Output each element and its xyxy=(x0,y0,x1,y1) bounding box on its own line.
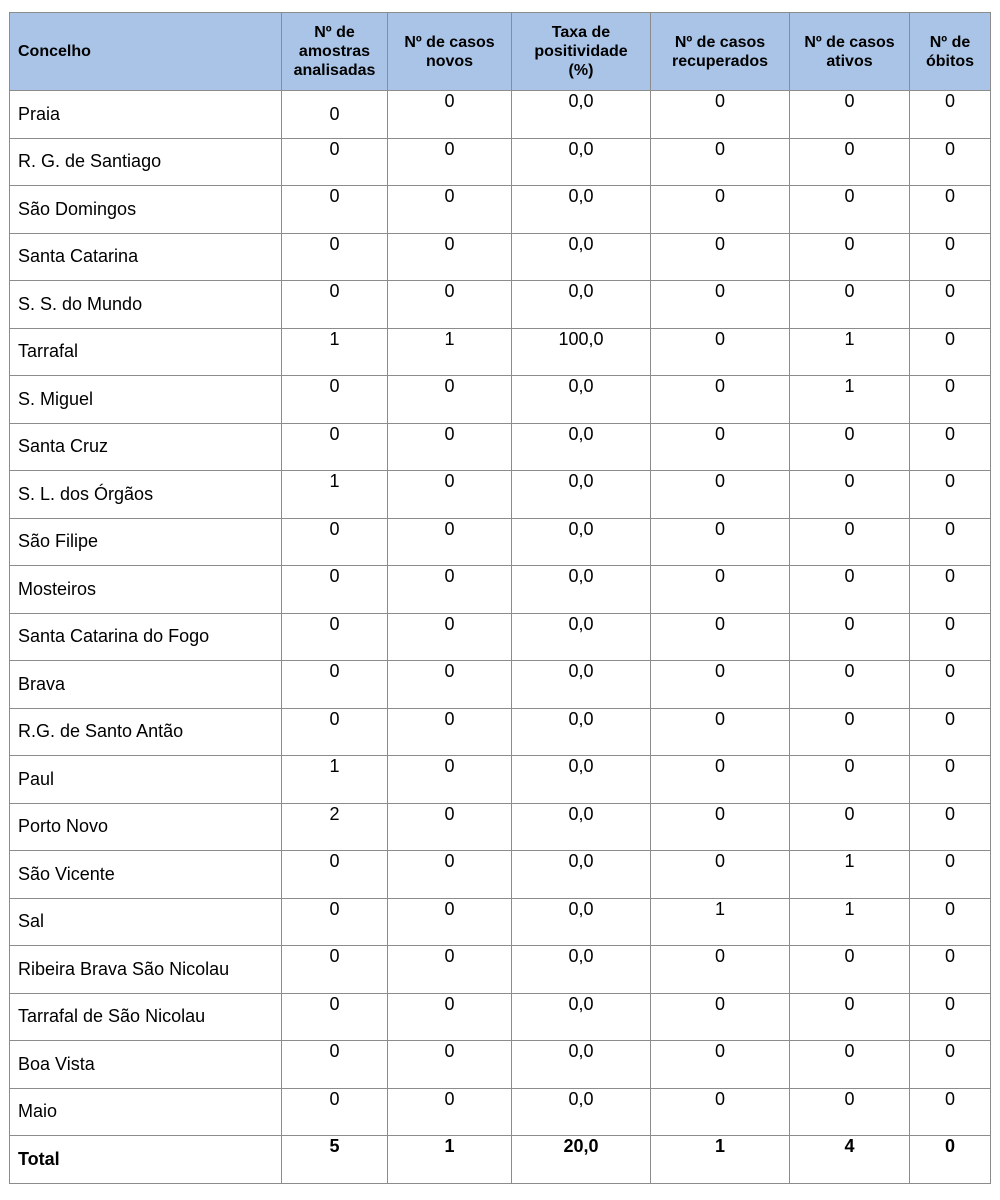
amostras-cell: 0 xyxy=(282,91,388,139)
ativos-cell: 0 xyxy=(790,756,910,804)
amostras-cell: 0 xyxy=(282,1041,388,1089)
obitos-cell: 0 xyxy=(910,613,991,661)
novos-cell: 0 xyxy=(388,803,512,851)
taxa-cell: 0,0 xyxy=(512,376,651,424)
taxa-cell: 0,0 xyxy=(512,281,651,329)
col-recuperados-header xyxy=(651,13,790,91)
header-label-line: amostras xyxy=(298,43,371,60)
obitos-cell: 0 xyxy=(910,281,991,329)
header-label-line: Nº de casos xyxy=(674,33,766,51)
novos-cell: 0 xyxy=(388,233,512,281)
obitos-cell: 0 xyxy=(910,471,991,519)
ativos-cell: 0 xyxy=(790,281,910,329)
col-obitos-header xyxy=(910,13,991,91)
amostras-cell: 1 xyxy=(282,328,388,376)
header-label-line: Taxa de xyxy=(551,24,611,41)
amostras-cell: 0 xyxy=(282,281,388,329)
ativos-cell: 0 xyxy=(790,423,910,471)
ativos-cell: 1 xyxy=(790,898,910,946)
concelho-cell: Santa Catarina do Fogo xyxy=(10,613,282,661)
header-label-line: positividade xyxy=(534,43,628,60)
obitos-cell: 0 xyxy=(910,851,991,899)
table-row xyxy=(10,233,991,281)
recuperados-cell: 0 xyxy=(651,138,790,186)
recuperados-cell: 0 xyxy=(651,376,790,424)
amostras-cell: 0 xyxy=(282,566,388,614)
novos-cell: 1 xyxy=(388,328,512,376)
concelho-cell: São Filipe xyxy=(10,518,282,566)
ativos-cell: 0 xyxy=(790,1041,910,1089)
recuperados-cell: 0 xyxy=(651,993,790,1041)
col-ativos-header xyxy=(790,13,910,91)
novos-cell: 0 xyxy=(388,423,512,471)
amostras-cell: 0 xyxy=(282,946,388,994)
obitos-cell: 0 xyxy=(910,376,991,424)
table-row xyxy=(10,186,991,234)
novos-cell: 0 xyxy=(388,708,512,756)
ativos-cell: 0 xyxy=(790,1088,910,1136)
table-row xyxy=(10,993,991,1041)
obitos-cell: 0 xyxy=(910,233,991,281)
header-label-line: Nº de xyxy=(929,33,971,51)
concelho-cell: S. S. do Mundo xyxy=(10,281,282,329)
total-concelho-cell: Total xyxy=(10,1136,282,1184)
novos-cell: 0 xyxy=(388,281,512,329)
col-amostras-header xyxy=(282,13,388,91)
obitos-cell: 0 xyxy=(910,803,991,851)
concelho-cell: Porto Novo xyxy=(10,803,282,851)
header-label-line: analisadas xyxy=(293,62,376,79)
recuperados-cell: 0 xyxy=(651,613,790,661)
table-row xyxy=(10,756,991,804)
obitos-cell: 0 xyxy=(910,328,991,376)
recuperados-cell: 0 xyxy=(651,566,790,614)
novos-cell: 0 xyxy=(388,898,512,946)
table-row xyxy=(10,138,991,186)
amostras-cell: 0 xyxy=(282,708,388,756)
concelho-cell: Brava xyxy=(10,661,282,709)
concelho-cell: R.G. de Santo Antão xyxy=(10,708,282,756)
ativos-cell: 0 xyxy=(790,186,910,234)
concelho-cell: Mosteiros xyxy=(10,566,282,614)
concelho-cell: Praia xyxy=(10,91,282,139)
obitos-cell: 0 xyxy=(910,1088,991,1136)
header-label-line: (%) xyxy=(568,62,594,79)
obitos-cell: 0 xyxy=(910,138,991,186)
recuperados-cell: 0 xyxy=(651,328,790,376)
concelho-cell: Paul xyxy=(10,756,282,804)
total-row xyxy=(10,1136,991,1184)
obitos-cell: 0 xyxy=(910,756,991,804)
amostras-cell: 0 xyxy=(282,993,388,1041)
taxa-cell: 0,0 xyxy=(512,898,651,946)
ativos-cell: 0 xyxy=(790,91,910,139)
header-label-line: Nº de casos xyxy=(804,33,895,51)
concelho-cell: Tarrafal de São Nicolau xyxy=(10,993,282,1041)
taxa-cell: 0,0 xyxy=(512,613,651,661)
obitos-cell: 0 xyxy=(910,186,991,234)
amostras-cell: 0 xyxy=(282,186,388,234)
ativos-cell: 0 xyxy=(790,661,910,709)
table-row xyxy=(10,566,991,614)
col-taxa-header xyxy=(512,13,651,91)
amostras-cell: 0 xyxy=(282,423,388,471)
recuperados-cell: 0 xyxy=(651,186,790,234)
total-novos-cell: 1 xyxy=(388,1136,512,1184)
amostras-cell: 0 xyxy=(282,898,388,946)
concelho-cell: Boa Vista xyxy=(10,1041,282,1089)
obitos-cell: 0 xyxy=(910,946,991,994)
taxa-cell: 0,0 xyxy=(512,993,651,1041)
header-label-line: novos xyxy=(425,52,474,70)
ativos-cell: 0 xyxy=(790,613,910,661)
ativos-cell: 0 xyxy=(790,518,910,566)
novos-cell: 0 xyxy=(388,756,512,804)
novos-cell: 0 xyxy=(388,1041,512,1089)
total-ativos-cell: 4 xyxy=(790,1136,910,1184)
table-row xyxy=(10,91,991,139)
concelho-cell: Sal xyxy=(10,898,282,946)
col-novos-header xyxy=(388,13,512,91)
header-label-line: Concelho xyxy=(18,43,91,60)
table-row xyxy=(10,708,991,756)
concelho-cell: São Vicente xyxy=(10,851,282,899)
obitos-cell: 0 xyxy=(910,993,991,1041)
ativos-cell: 0 xyxy=(790,566,910,614)
obitos-cell: 0 xyxy=(910,708,991,756)
recuperados-cell: 0 xyxy=(651,708,790,756)
table-row xyxy=(10,851,991,899)
total-taxa-cell: 20,0 xyxy=(512,1136,651,1184)
amostras-cell: 1 xyxy=(282,471,388,519)
header-label-line: óbitos xyxy=(926,52,974,70)
novos-cell: 0 xyxy=(388,138,512,186)
taxa-cell: 0,0 xyxy=(512,803,651,851)
obitos-cell: 0 xyxy=(910,518,991,566)
recuperados-cell: 0 xyxy=(651,281,790,329)
ativos-cell: 1 xyxy=(790,376,910,424)
taxa-cell: 0,0 xyxy=(512,91,651,139)
taxa-cell: 0,0 xyxy=(512,233,651,281)
header-label-line: Nº de casos xyxy=(404,33,495,51)
ativos-cell: 0 xyxy=(790,946,910,994)
header-label-line: Nº de xyxy=(314,24,355,41)
header-label-line: ativos xyxy=(826,52,873,70)
table-row xyxy=(10,946,991,994)
recuperados-cell: 0 xyxy=(651,946,790,994)
header-row xyxy=(10,13,991,91)
novos-cell: 0 xyxy=(388,91,512,139)
table-row xyxy=(10,328,991,376)
novos-cell: 0 xyxy=(388,471,512,519)
taxa-cell: 100,0 xyxy=(512,328,651,376)
concelho-cell: R. G. de Santiago xyxy=(10,138,282,186)
recuperados-cell: 0 xyxy=(651,1041,790,1089)
concelho-cell: São Domingos xyxy=(10,186,282,234)
amostras-cell: 0 xyxy=(282,613,388,661)
recuperados-cell: 0 xyxy=(651,91,790,139)
header-label-line: recuperados xyxy=(671,52,769,70)
taxa-cell: 0,0 xyxy=(512,566,651,614)
table-row xyxy=(10,1041,991,1089)
table-row xyxy=(10,661,991,709)
total-amostras-cell: 5 xyxy=(282,1136,388,1184)
table-row xyxy=(10,471,991,519)
table-row xyxy=(10,518,991,566)
taxa-cell: 0,0 xyxy=(512,1088,651,1136)
novos-cell: 0 xyxy=(388,851,512,899)
table-row xyxy=(10,423,991,471)
concelho-cell: Maio xyxy=(10,1088,282,1136)
amostras-cell: 0 xyxy=(282,138,388,186)
obitos-cell: 0 xyxy=(910,566,991,614)
obitos-cell: 0 xyxy=(910,661,991,709)
table-row xyxy=(10,1088,991,1136)
recuperados-cell: 0 xyxy=(651,233,790,281)
table-row xyxy=(10,613,991,661)
taxa-cell: 0,0 xyxy=(512,471,651,519)
concelho-cell: Santa Cruz xyxy=(10,423,282,471)
amostras-cell: 0 xyxy=(282,518,388,566)
novos-cell: 0 xyxy=(388,186,512,234)
novos-cell: 0 xyxy=(388,993,512,1041)
concelho-cell: S. Miguel xyxy=(10,376,282,424)
table-header xyxy=(10,13,991,91)
amostras-cell: 2 xyxy=(282,803,388,851)
novos-cell: 0 xyxy=(388,1088,512,1136)
taxa-cell: 0,0 xyxy=(512,661,651,709)
amostras-cell: 0 xyxy=(282,661,388,709)
ativos-cell: 1 xyxy=(790,851,910,899)
taxa-cell: 0,0 xyxy=(512,756,651,804)
recuperados-cell: 0 xyxy=(651,661,790,709)
recuperados-cell: 0 xyxy=(651,851,790,899)
total-obitos-cell: 0 xyxy=(910,1136,991,1184)
recuperados-cell: 0 xyxy=(651,803,790,851)
recuperados-cell: 1 xyxy=(651,898,790,946)
table-body xyxy=(10,91,991,1184)
ativos-cell: 0 xyxy=(790,233,910,281)
table-row xyxy=(10,898,991,946)
amostras-cell: 0 xyxy=(282,233,388,281)
recuperados-cell: 0 xyxy=(651,756,790,804)
amostras-cell: 0 xyxy=(282,1088,388,1136)
taxa-cell: 0,0 xyxy=(512,518,651,566)
table-row xyxy=(10,281,991,329)
concelho-cell: Ribeira Brava São Nicolau xyxy=(10,946,282,994)
col-concelho-header xyxy=(10,13,282,91)
concelho-cell: S. L. dos Órgãos xyxy=(10,471,282,519)
recuperados-cell: 0 xyxy=(651,1088,790,1136)
table-container xyxy=(9,12,991,1184)
taxa-cell: 0,0 xyxy=(512,708,651,756)
recuperados-cell: 0 xyxy=(651,423,790,471)
total-recuperados-cell: 1 xyxy=(651,1136,790,1184)
novos-cell: 0 xyxy=(388,518,512,566)
amostras-cell: 0 xyxy=(282,851,388,899)
table-row xyxy=(10,803,991,851)
ativos-cell: 0 xyxy=(790,138,910,186)
obitos-cell: 0 xyxy=(910,898,991,946)
ativos-cell: 1 xyxy=(790,328,910,376)
table-row xyxy=(10,376,991,424)
novos-cell: 0 xyxy=(388,946,512,994)
taxa-cell: 0,0 xyxy=(512,946,651,994)
novos-cell: 0 xyxy=(388,661,512,709)
novos-cell: 0 xyxy=(388,376,512,424)
novos-cell: 0 xyxy=(388,566,512,614)
novos-cell: 0 xyxy=(388,613,512,661)
concelho-cell: Tarrafal xyxy=(10,328,282,376)
taxa-cell: 0,0 xyxy=(512,186,651,234)
ativos-cell: 0 xyxy=(790,993,910,1041)
covid-cases-table xyxy=(9,12,991,1184)
taxa-cell: 0,0 xyxy=(512,1041,651,1089)
taxa-cell: 0,0 xyxy=(512,423,651,471)
ativos-cell: 0 xyxy=(790,708,910,756)
obitos-cell: 0 xyxy=(910,423,991,471)
recuperados-cell: 0 xyxy=(651,471,790,519)
ativos-cell: 0 xyxy=(790,803,910,851)
ativos-cell: 0 xyxy=(790,471,910,519)
concelho-cell: Santa Catarina xyxy=(10,233,282,281)
recuperados-cell: 0 xyxy=(651,518,790,566)
taxa-cell: 0,0 xyxy=(512,138,651,186)
obitos-cell: 0 xyxy=(910,1041,991,1089)
taxa-cell: 0,0 xyxy=(512,851,651,899)
obitos-cell: 0 xyxy=(910,91,991,139)
amostras-cell: 0 xyxy=(282,376,388,424)
amostras-cell: 1 xyxy=(282,756,388,804)
